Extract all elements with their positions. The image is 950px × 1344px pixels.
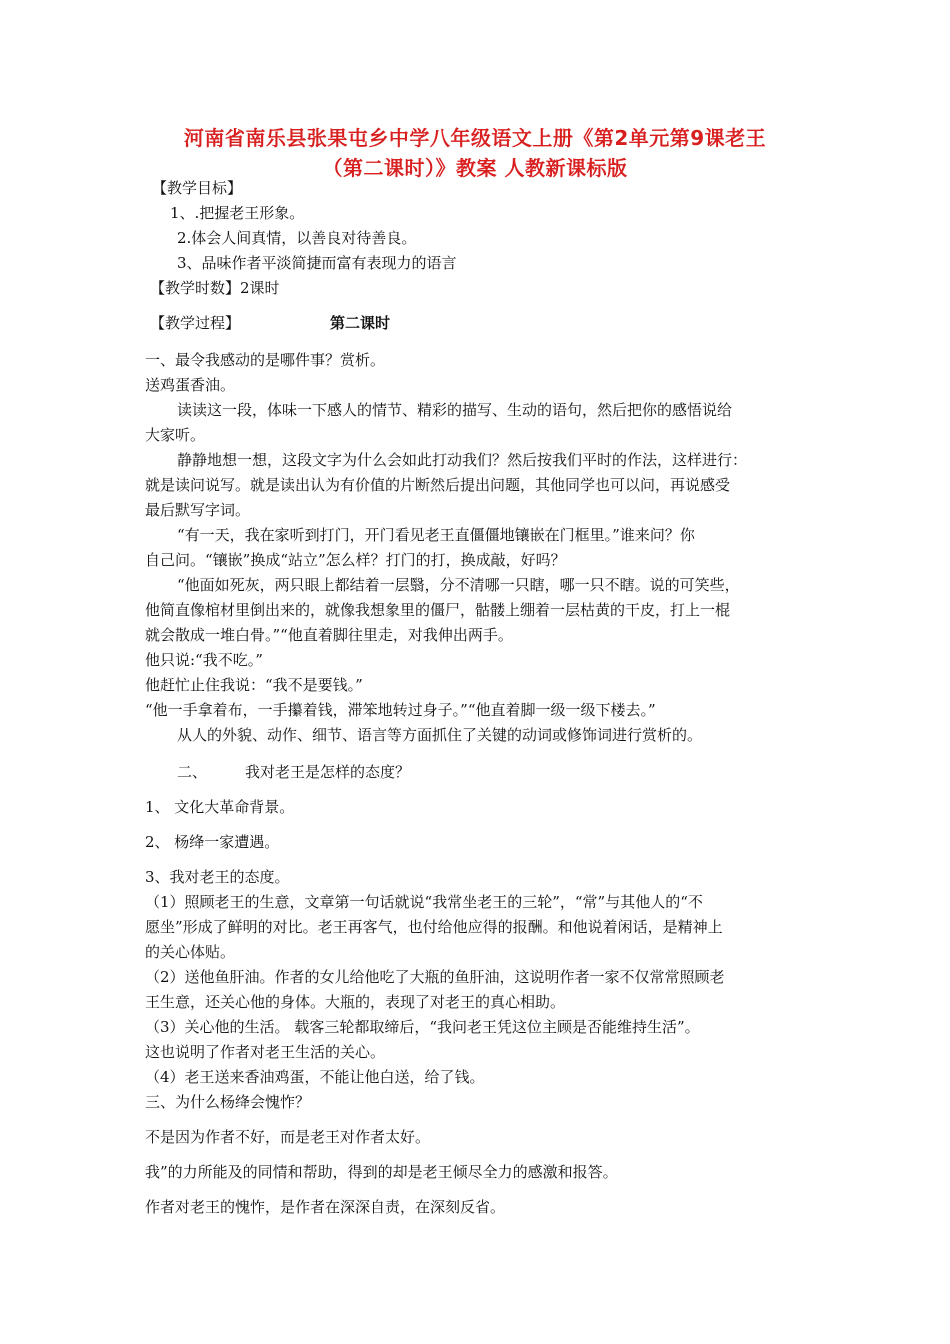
paragraph-line: 他只说:“我不吃。” xyxy=(145,651,263,669)
paragraph-line: 王生意，还关心他的身体。大瓶的，表现了对老王的真心相助。 xyxy=(145,993,566,1011)
paragraph-line: 读读这一段，体味一下感人的情节、精彩的描写、生动的语句，然后把你的感悟说给 xyxy=(177,401,733,419)
paragraph-line: 这也说明了作者对老王生活的关心。 xyxy=(145,1043,386,1061)
paragraph-line: 就是读问说写。就是读出认为有价值的片断然后提出问题，其他同学也可以问，再说感受 xyxy=(145,476,731,494)
paragraph-line: （4）老王送来香油鸡蛋，不能让他白送，给了钱。 xyxy=(145,1068,485,1086)
paragraph-line: “有一天，我在家听到打门，开门看见老王直僵僵地镶嵌在门框里。”谁来问？你 xyxy=(177,526,695,544)
objective-item: 3、品味作者平淡简捷而富有表现力的语言 xyxy=(177,254,457,272)
paragraph-line: （1）照顾老王的生意，文章第一句话就说“我常坐老王的三轮”，“常”与其他人的“不 xyxy=(145,893,703,911)
objective-item: 1、.把握老王形象。 xyxy=(170,204,305,222)
list-item: 2、 杨绛一家遭遇。 xyxy=(145,833,280,851)
list-item: 1、 文化大革命背景。 xyxy=(145,798,295,816)
paragraph-line: 的关心体贴。 xyxy=(145,943,236,961)
paragraph-line: 最后默写字词。 xyxy=(145,501,251,519)
section-heading-teaching-objectives: 【教学目标】 xyxy=(152,179,243,197)
paragraph-line: 不是因为作者不好，而是老王对作者太好。 xyxy=(145,1128,431,1146)
paragraph-line: 作者对老王的愧怍，是作者在深深自责，在深刻反省。 xyxy=(145,1198,506,1216)
document-title-line-2: （第二课时）》教案 人教新课标版 xyxy=(322,156,628,180)
paragraph-line: （2）送他鱼肝油。作者的女儿给他吃了大瓶的鱼肝油，这说明作者一家不仅常常照顾老 xyxy=(145,968,725,986)
paragraph-line: 就会散成一堆白骨。”“他直着脚往里走，对我伸出两手。 xyxy=(145,626,513,644)
lesson-period-label: 第二课时 xyxy=(330,314,391,332)
paragraph-line: 自己问。“镶嵌”换成“站立”怎么样？打门的打，换成敲，好吗？ xyxy=(145,551,566,569)
paragraph-line: “他面如死灰，两只眼上都结着一层翳，分不清哪一只瞎，哪一只不瞎。说的可笑些， xyxy=(177,576,740,594)
section-number: 二、 xyxy=(177,763,208,781)
section-heading: 我对老王是怎样的态度？ xyxy=(245,763,411,781)
document-title-line-1: 河南省南乐县张果屯乡中学八年级语文上册《第2单元第9课老王 xyxy=(183,126,767,150)
paragraph-line: “他一手拿着布，一手攥着钱，滞笨地转过身子。”“他直着脚一级一级下楼去。” xyxy=(145,701,656,719)
section-heading-teaching-process: 【教学过程】 xyxy=(150,314,241,332)
paragraph-line: 他赶忙止住我说：“我不是要钱。” xyxy=(145,676,363,694)
paragraph-line: 我”的力所能及的同情和帮助，得到的却是老王倾尽全力的感激和报答。 xyxy=(145,1163,618,1181)
paragraph-line: 从人的外貌、动作、细节、语言等方面抓住了关键的动词或修饰词进行赏析的。 xyxy=(177,726,703,744)
paragraph-line: 一、最令我感动的是哪件事？赏析。 xyxy=(145,351,386,369)
paragraph-line: 静静地想一想，这段文字为什么会如此打动我们？然后按我们平时的作法，这样进行： xyxy=(177,451,748,469)
objective-item: 2.体会人间真情，以善良对待善良。 xyxy=(177,229,417,247)
paragraph-line: 大家听。 xyxy=(145,426,206,444)
paragraph-line: （3）关心他的生活。 载客三轮都取缔后，“我问老王凭这位主顾是否能维持生活”。 xyxy=(145,1018,700,1036)
paragraph-line: 愿坐”形成了鲜明的对比。老王再客气，也付给他应得的报酬。和他说着闲话，是精神上 xyxy=(145,918,723,936)
section-heading-teaching-hours: 【教学时数】2课时 xyxy=(150,279,280,297)
section-heading: 三、为什么杨绛会愧怍？ xyxy=(145,1093,311,1111)
paragraph-line: 他简直像棺材里倒出来的，就像我想象里的僵尸，骷髅上绷着一层枯黄的干皮，打上一棍 xyxy=(145,601,731,619)
paragraph-line: 送鸡蛋香油。 xyxy=(145,376,236,394)
list-item: 3、我对老王的态度。 xyxy=(145,868,290,886)
